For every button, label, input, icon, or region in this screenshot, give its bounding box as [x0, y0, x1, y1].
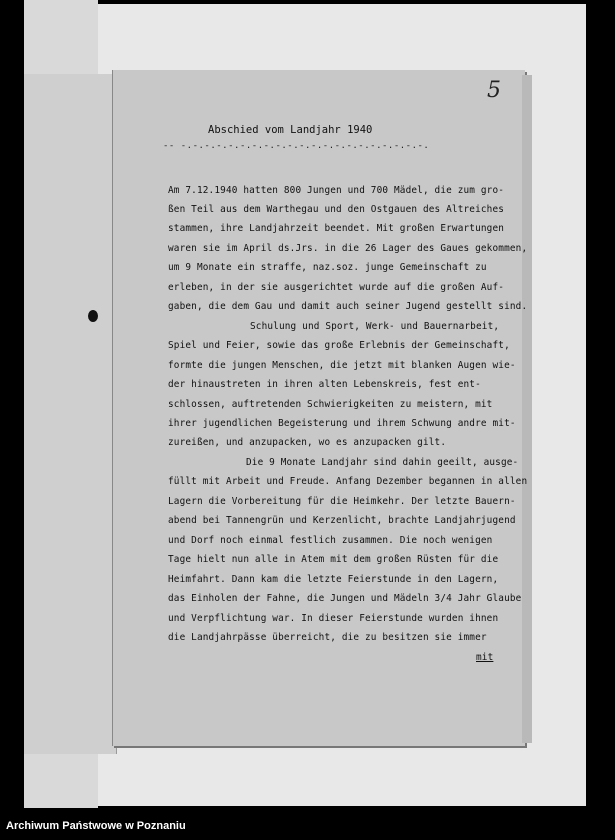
folded-page-edge	[24, 74, 117, 754]
text-line: Spiel und Feier, sowie das große Erlebnis der Gemeinschaft,	[168, 340, 510, 351]
text-line: füllt mit Arbeit und Freude. Anfang Dezember begannen in allen	[168, 476, 528, 487]
text-line: erleben, in der sie ausgerichtet wurde auf die großen Auf-	[168, 282, 505, 293]
text-line: das Einholen der Fahne, die Jungen und Mädeln 3/4 Jahr Glaube	[168, 593, 522, 604]
text-line: ihrer jugendlichen Begeisterung und ihrem Schwung andre mit-	[168, 418, 516, 429]
text-line: gaben, die dem Gau und damit auch seiner Jugend gestellt sind.	[168, 301, 528, 312]
text-line: abend bei Tannengrün und Kerzenlicht, brachte Landjahrjugend	[168, 515, 516, 526]
text-line: um 9 Monate ein straffe, naz.soz. junge Gemeinschaft zu	[168, 262, 487, 273]
text-line: Heimfahrt. Dann kam die letzte Feierstunde in den Lagern,	[168, 574, 499, 585]
text-line: Am 7.12.1940 hatten 800 Jungen und 700 Mädel, die zum gro-	[168, 185, 505, 196]
text-line: schlossen, auftretenden Schwierigkeiten zu meistern, mit	[168, 399, 493, 410]
archive-label: Archiwum Państwowe w Poznaniu	[6, 820, 186, 832]
text-line: formte die jungen Menschen, die jetzt mit blanken Augen wie-	[168, 360, 516, 371]
page-right-edge	[522, 75, 532, 743]
title-underline: -- -.-.-.-.-.-.-.-.-.-.-.-.-.-.-.-.-.-.-.-.-.	[163, 141, 430, 151]
text-line: Die 9 Monate Landjahr sind dahin geeilt, ausge-	[246, 457, 519, 468]
text-line: zureißen, und anzupacken, wo es anzupacken gilt.	[168, 437, 447, 448]
text-line: waren sie im April ds.Jrs. in die 26 Lager des Gaues gekommen,	[168, 243, 528, 254]
text-line: stammen, ihre Landjahrzeit beendet. Mit großen Erwartungen	[168, 223, 505, 234]
page-number: 5	[487, 78, 501, 103]
catchword: mit	[476, 652, 494, 663]
text-line: die Landjahrpässe überreicht, die zu besitzen sie immer	[168, 632, 487, 643]
text-line: der hinaustreten in ihren alten Lebenskreis, fest ent-	[168, 379, 481, 390]
text-line: und Verpflichtung war. In dieser Feierstunde wurden ihnen	[168, 613, 499, 624]
text-line: Lagern die Vorbereitung für die Heimkehr. Der letzte Bauern-	[168, 496, 516, 507]
text-line: Schulung und Sport, Werk- und Bauernarbeit,	[250, 321, 500, 332]
text-line: und Dorf noch einmal festlich zusammen. Die noch wenigen	[168, 535, 493, 546]
text-line: Tage hielt nun alle in Atem mit dem großen Rüsten für die	[168, 554, 499, 565]
text-line: ßen Teil aus dem Warthegau und den Ostgauen des Altreiches	[168, 204, 505, 215]
document-title: Abschied vom Landjahr 1940	[208, 124, 373, 136]
punch-hole	[88, 310, 98, 322]
